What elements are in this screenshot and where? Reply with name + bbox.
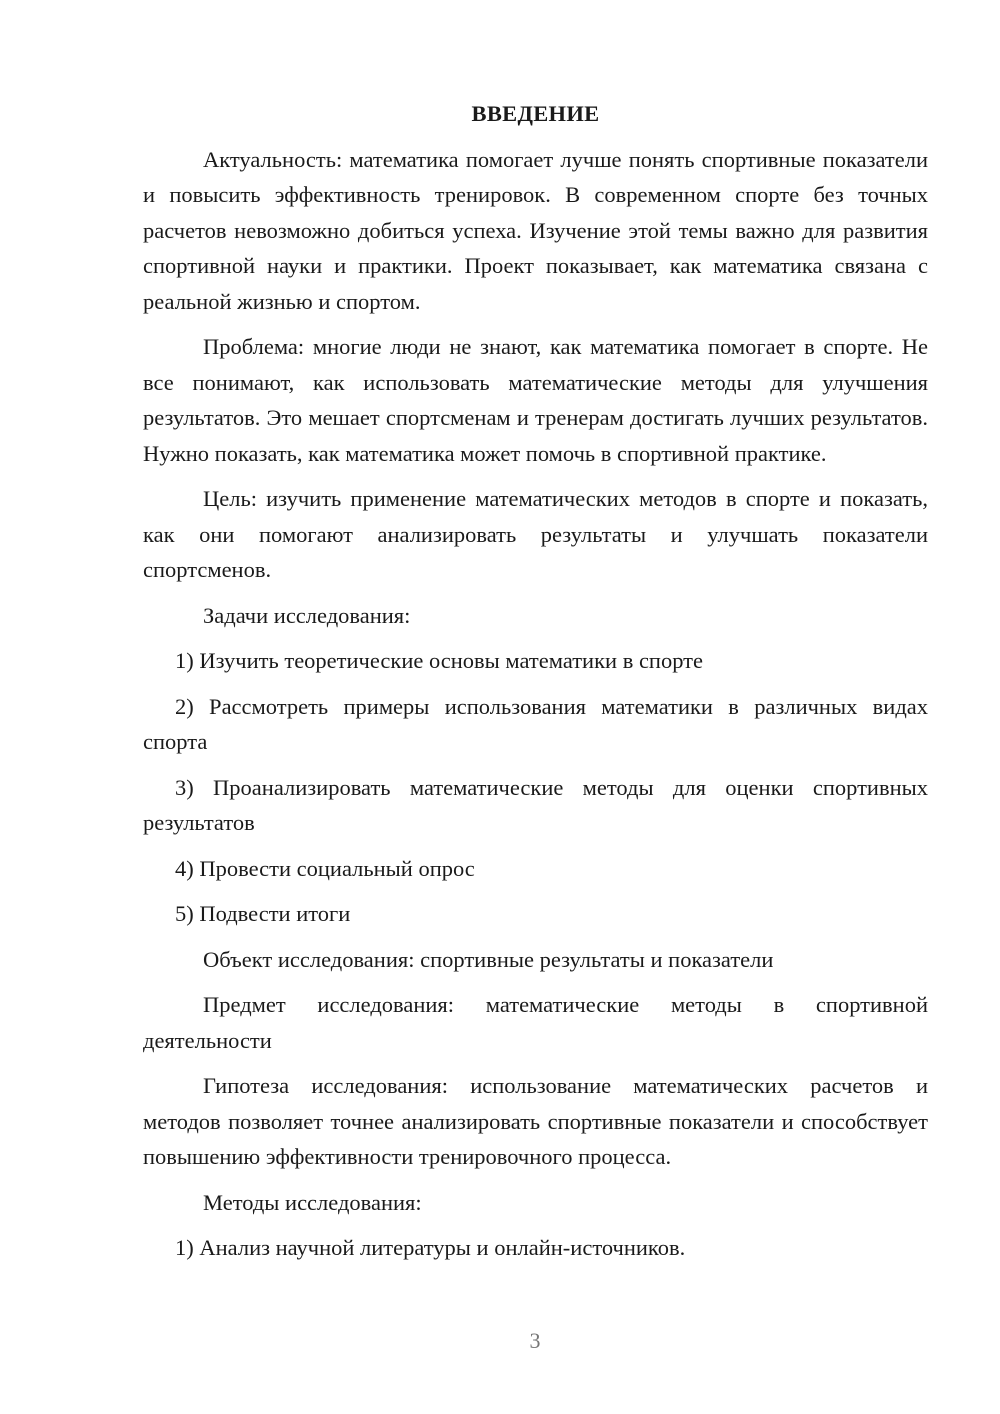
task-item: 1) Изучить теоретические основы математики в спорте: [175, 648, 703, 673]
relevance-paragraph: Актуальность: математика помогает лучше понять спортивные показатели и повысить эффективность тренировок. В современном спорте без точных расчетов невозможно добиться успеха. Изучение этой темы важно для развития спортивной науки и практики. Проект показывает, как математика связана с реальной жизнью и спортом.: [143, 146, 928, 314]
goal-paragraph: Цель: изучить применение математических методов в спорте и показать, как они помогают анализировать результаты и улучшать показатели спортсменов.: [143, 486, 928, 582]
methods-heading: Методы исследования:: [203, 1189, 422, 1215]
task-item: 4) Провести социальный опрос: [175, 855, 475, 881]
method-item: 1) Анализ научной литературы и онлайн-источников.: [175, 1235, 686, 1260]
hypothesis-paragraph: Гипотеза исследования: использование математических расчетов и методов позволяет точнее анализировать спортивные показатели и способствует повышению эффективности тренировочного процесса.: [143, 1073, 928, 1169]
object-paragraph: Объект исследования: спортивные результаты и показатели: [203, 946, 774, 972]
task-item: 5) Подвести итоги: [175, 901, 351, 926]
document-page: [143, 96, 928, 1276]
problem-paragraph: Проблема: многие люди не знают, как математика помогает в спорте. Не все понимают, как использовать математические методы для улучшения результатов. Это мешает спортсменам и тренерам достигать лучших результатов. Нужно показать, как математика может помочь в спортивной практике.: [143, 334, 928, 466]
task-item: 3) Проанализировать математические методы для оценки спортивных результатов: [143, 774, 928, 835]
page-number: 3: [529, 1328, 541, 1353]
subject-paragraph: Предмет исследования: математические методы в спортивной деятельности: [143, 992, 928, 1053]
task-item: 2) Рассмотреть примеры использования математики в различных видах спорта: [143, 693, 928, 754]
tasks-heading: Задачи исследования:: [203, 602, 411, 628]
page-title: ВВЕДЕНИЕ: [471, 101, 600, 126]
